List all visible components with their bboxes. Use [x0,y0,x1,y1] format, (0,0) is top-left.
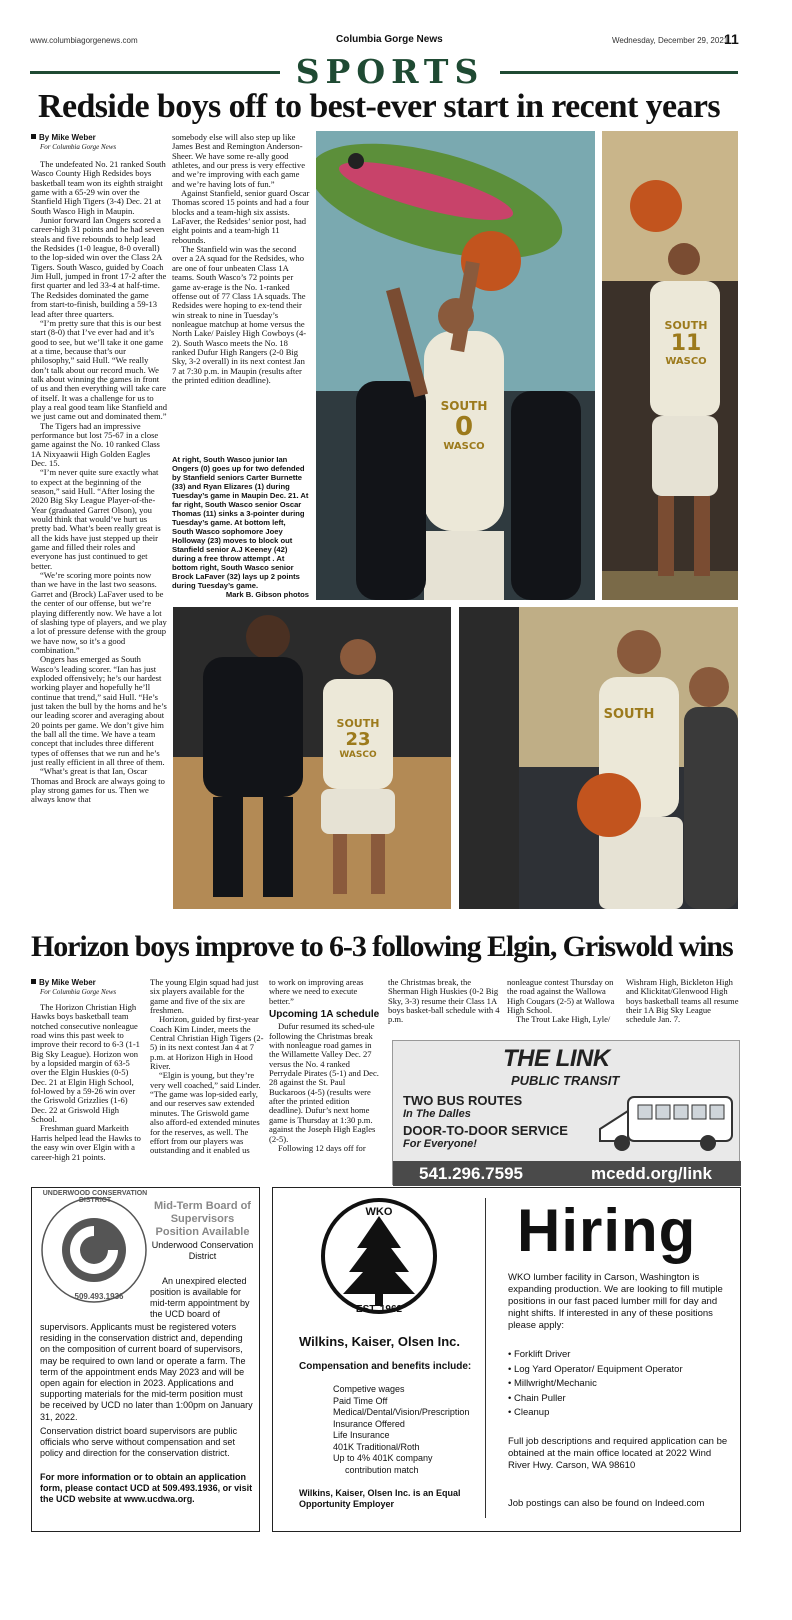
story2-column-6 [626,978,740,1038]
link-footer [393,1161,741,1186]
position-item: • Log Yard Operator/ Equipment Operator [508,1363,733,1378]
link-line1: TWO BUS ROUTES [403,1093,523,1108]
paper-name: Columbia Gorge News [336,34,443,45]
paragraph: Ongers has emerged as South Wasco’s leading scorer. “Ian has just exploded offensively; he’s our hardest working player and hopefully he’ll continue that trend,” said Hull. “He’s just taken the bull by the horns and he’s our leading scorer and averaging about 20 points per game. We don’t give him the ball all the time. We have a team concept that includes three different types of offenses that we run and he’s just really efficient in all three of them. [31,654,167,767]
section-title: SPORTS [295,52,485,91]
jersey-holloway-school: SOUTH [336,717,380,730]
jersey-thomas-school: SOUTH [664,319,708,332]
ad-wko [272,1187,741,1532]
wko-hiring: Hiring [517,1197,697,1264]
link-line2: In The Dalles [403,1108,471,1120]
byline-marker [31,134,36,139]
paragraph: Following 12 days off for [278,1142,366,1153]
link-phone: 541.296.7595 [419,1164,523,1183]
paragraph: somebody else will also step up like James Best and Remington Anderson-Sheer. We have some re-ally good athletes, and our press is very effective and we’re improving with each game and we’re having lots of fun.” [172,133,305,189]
link-line3: DOOR-TO-DOOR SERVICE [403,1123,568,1138]
wko-company: Wilkins, Kaiser, Olsen Inc. [299,1334,461,1349]
story2-subhead: Upcoming 1A schedule [269,1009,380,1021]
benefit-item: Competive wages [333,1384,405,1394]
paragraph: Freshman guard Markeith Harris helped lead the Hawks to the easy win over Elgin with a career-high 21 points. [31,1123,141,1162]
ucd-org: Underwood Conservation District [151,1240,254,1261]
section-rule-right [500,71,738,74]
story2-byline: By Mike Weber [39,978,96,987]
jersey-ongers-town: WASCO [443,441,485,452]
story2-column-4 [388,978,502,1038]
jersey-ongers-school: SOUTH [440,399,488,413]
story2-column-5 [507,978,621,1038]
wko-details: Full job descriptions and required application can be obtained at the main office located at 2022 Wind River Hwy. Carson, WA 98610 [508,1436,728,1471]
wko-intro: WKO lumber facility in Carson, Washington is expanding production. We are looking to fill mutiple positions in our fast paced lumber mill for day and night shifts. If interested in any of these positions please apply: [508,1272,723,1331]
benefit-item: contribution match [345,1464,419,1475]
photo-thomas-three [602,131,738,600]
paragraph: The Tigers had an impressive performance but lost 75-67 in a close game against the No. 10 ranked Class 1A Nixyaawii High Golden Eagles Dec. 15. [31,420,160,468]
wko-benefits-list [333,1384,493,1476]
story1-column-1 [31,160,167,920]
wko-logo-top: WKO [365,1206,393,1218]
story1-column-2 [172,133,310,453]
jersey-holloway [325,717,391,787]
benefit-item: Up to 4% 401K company [333,1453,433,1463]
wko-eoe: Wilkins, Kaiser, Olsen Inc. is an Equal Opportunity Employer [299,1488,461,1509]
story1-headline: Redside boys off to best-ever start in recent years [38,88,720,125]
link-subtitle: PUBLIC TRANSIT [511,1073,620,1088]
paragraph: The young Elgin squad had just six players available for the game and five of the six are freshmen. [150,978,259,1016]
story1-byline-sub: For Columbia Gorge News [40,143,117,151]
paragraph: “Elgin is young, but they’re very well coached,” said Linder. “The game was lop-sided early, and our reserves saw extended minutes. The Griswold game also afford-ed extended minutes for the reserves, as well. The effort from our players was outstanding and it enabled us [150,1070,261,1156]
paragraph: The Horizon Christian High Hawks boys basketball team notched consecutive nonleague road wins this past week to improve their record to 6-3 (1-1 Big Sky League). Horizon won by a lopsided margin of 63-5 over the Elgin Huskies (0-5) Dec. 21 at Elgin High School, fol-lowed by a 59-26 win over the Griswold Grizzlies (1-6) Dec. 22 at Griswold High School. [31,1003,140,1125]
story2-col3-body [269,1022,383,1153]
link-url: mcedd.org/link [591,1164,712,1183]
wko-logo-bottom: EST. 1962 [355,1304,403,1315]
photo-holloway-block [173,607,451,909]
story1-byline-block [31,133,171,152]
ucd-lead: An unexpired elected position is available for mid-term appointment by the UCD board of [150,1276,250,1319]
story1-byline: By Mike Weber [39,133,96,142]
paragraph: “I’m never quite sure exactly what to expect at the beginning of the season,” said Hull. “After losing the 2020 Big Sky League Player-of-the-Year (graduated Garret Olson), you would think that would’ve hurt us pretty bad. What’s been really great is all the kids have just stepped up their game and filled their roles and everyone has just continued to get better. [31,467,161,571]
story2-headline: Horizon boys improve to 6-3 following Elgin, Griswold wins [31,930,733,963]
page-number: 11 [724,31,739,47]
ucd-body2: Conservation district board supervisors are public officials who serve without compensation and set policy and direction for the conservation district. [40,1426,238,1459]
jersey-ongers-number: 0 [454,412,474,442]
ucd-seal-icon [40,1196,148,1304]
jersey-thomas [654,319,718,389]
ucd-seal-bottom: 509.493.1936 [74,1292,124,1301]
paragraph: The Trout Lake High, Lyle/ [516,1014,611,1025]
paragraph: “I’m pretty sure that this is our best start (8-0) that I’ve ever had and it’s good to see, but we’ll take it one game at a time, because that’s our philosophy,” said Hull. “We really don’t talk about our record much. We talk about winning the games in front of us and then everything will take care of itself. It was a challenge for us to play a real good team like Stanfield and we just came out and dominated them.” [31,317,167,422]
paragraph: The Stanfield win was the second over a 2A squad for the Redsides, who are one of four unbeaten Class 1A teams. South Wasco’s 72 points per game av-erage is the No. 1-ranked offense out of 77 Class 1A squads. The Redsides were hoping to ex-tend their win streak to nine in Tuesday’s nonleague matchup at home versus the North Lake/ Paisley High Cowboys (4-2). South Wasco meets the No. 18 ranked Dufur High Rangers (2-0 Big Sky, 3-2 overall) in its next contest Jan 7 at 7:30 p.m. in Maupin (results after the printed edition deadline). [172,244,307,385]
position-item: • Cleanup [508,1406,733,1421]
issue-date: Wednesday, December 29, 2021 [612,36,729,45]
paragraph: Horizon, guided by first-year Coach Kim Linder, meets the Central Christian High Tigers (2-5) in its next contest Jan 4 at 7 p.m. at Horizon High in Hood River. [150,1014,264,1072]
paragraph: Dufur resumed its sched-ule following the Christmas break with nonleague road games in the Willamette Valley Dec. 27 versus the No. 4 ranked Perrydale Pirates (5-1) and Dec. 28 against the St. Paul Buckaroos (4-5) (results were after the printed edition deadline). Dufur’s next home game is Thursday at 1:30 p.m. against the Joseph High Eagles (2-5). [269,1021,379,1144]
story2-col6-text: Wishram High, Bickleton High and Klickitat/Glenwood High boys basketball teams all resume their 1A Big Sky League schedule Jan. 7. [626,978,739,1025]
jersey-holloway-town: WASCO [339,750,377,760]
benefit-item: Paid Time Off [333,1395,388,1406]
wko-positions-list [508,1348,733,1421]
paragraph: nonleague contest Thursday on the road against the Wallowa High Cougars (2-5) at Wallowa High School. [507,978,615,1016]
bus-icon [598,1091,736,1161]
paragraph: “What’s great is that Ian, Oscar Thomas and Brock are always going to play strong games for us. Then we always know that [31,766,165,805]
photo-caption: At right, South Wasco junior Ian Ongers (0) goes up for two defended by Stanfield seniors Carter Burnette (33) and Ryan Elizares (1) during Tuesday’s game in Maupin Dec. 21. At far right, South Wasco senior Oscar Thomas (11) sinks a 3-pointer during Tuesday’s game. At bottom left, South Wasco sophomore Joey Holloway (23) moves to block out Stanfield senior A.J Keeney (42) during a free throw attempt . At bottom right, South Wasco senior Brock LaFaver (32) lays up 2 points during Tuesday’s game. [172,455,309,590]
paragraph: Junior forward Ian Ongers scored a career-high 31 points and he had seven steals and five rebounds to help lead the Redsides (1-0 league, 8-0 overall) to the lop-sided win over the Class 2A Tigers. South Wasco, guided by Coach Jim Hull, jumped in front 17-2 after the first quarter and led 33-4 at half-time. The Redsides dominated the game from start-to-finish, building a 59-13 lead after three quarters. [31,215,167,319]
ucd-title: Mid-Term Board of Supervisors Position Available [154,1200,251,1238]
jersey-holloway-number: 23 [345,729,371,750]
wko-divider [485,1198,486,1518]
site-url: www.columbiagorgenews.com [30,36,138,45]
paragraph: Against Stanfield, senior guard Oscar Thomas scored 15 points and had a four blocks and a team-high six assists. LaFaver, the Redsides’ senior post, had eight points and a team-high 11 rebounds. [172,188,310,245]
story2-column-1 [31,1003,145,1183]
benefit-item: Life Insurance [333,1430,390,1440]
story2-byline-block [31,978,146,997]
jersey-lafaver [599,707,659,747]
wko-indeed: Job postings can also be found on Indeed.com [508,1498,705,1509]
byline-marker [31,979,36,984]
photo-ongers-layup [316,131,595,600]
jersey-lafaver-school: SOUTH [603,707,655,722]
position-item: • Millwright/Mechanic [508,1377,733,1392]
benefit-item: Medical/Dental/Vision/Prescription [333,1407,470,1417]
paragraph: “We’re scoring more points now than we have in the last two seasons. Garret and (Brock) LaFaver used to be the center of our offense, but we’re playing differently now. We have a lot of slashing type of players, and we play a lot of pressure defense with the group we have now, so it’s a good combination.” [31,570,167,655]
ucd-body: supervisors. Applicants must be registered voters residing in the conservation district and, depending on the composition of current board of supervisors, may be required to own land or operate a farm. The term of the appointment ends May 2023 and will be open again for election in 2023. Applications and supporting materials for the mid-term position must be received by UCD no later than 1:00pm on January 31, 2022. [40,1322,253,1422]
jersey-thomas-number: 11 [670,331,702,356]
benefit-item: Insurance Offered [333,1418,405,1429]
story2-col3-top: to work on improving areas where we need to execute better.” [269,978,364,1006]
ucd-contact: For more information or to obtain an application form, please contact UCD at 509.493.1936, or visit the UCD website at www.ucdwa.org. [40,1472,253,1505]
ad-the-link [392,1040,740,1185]
story2-byline-sub: For Columbia Gorge News [40,988,117,996]
benefit-item: 401K Traditional/Roth [333,1441,420,1452]
ucd-seal-top: UNDERWOOD CONSERVATION DISTRICT [42,1190,148,1204]
paragraph: The undefeated No. 21 ranked South Wasco County High Redsides boys basketball team won its eighth straight game with a 65-29 win over the Stanfield High Tigers (3-4) Dec. 21 at South Wasco High in Maupin. [31,160,166,216]
jersey-ongers [432,399,496,479]
story2-col4-text: the Christmas break, the Sherman High Huskies (0-2 Big Sky, 3-3) resume their Class 1A boys basket-ball schedule with 4 p.m. [388,978,500,1025]
story2-column-3 [269,978,383,1183]
photo-lafaver-illustration [459,607,738,909]
wko-comp-title: Compensation and benefits include: [299,1361,472,1372]
photo-ongers-illustration [316,131,595,600]
link-line4: For Everyone! [403,1138,477,1150]
position-item: • Forklift Driver [508,1348,733,1363]
jersey-thomas-town: WASCO [665,356,707,367]
photo-holloway-illustration [173,607,451,909]
photo-lafaver-layup [459,607,738,909]
position-item: • Chain Puller [508,1392,733,1407]
ad-ucd [31,1187,260,1532]
section-rule-left [30,71,280,74]
link-title: THE LINK [503,1045,610,1072]
story2-column-2 [150,978,264,1183]
photo-credit: Mark B. Gibson photos [225,590,309,599]
